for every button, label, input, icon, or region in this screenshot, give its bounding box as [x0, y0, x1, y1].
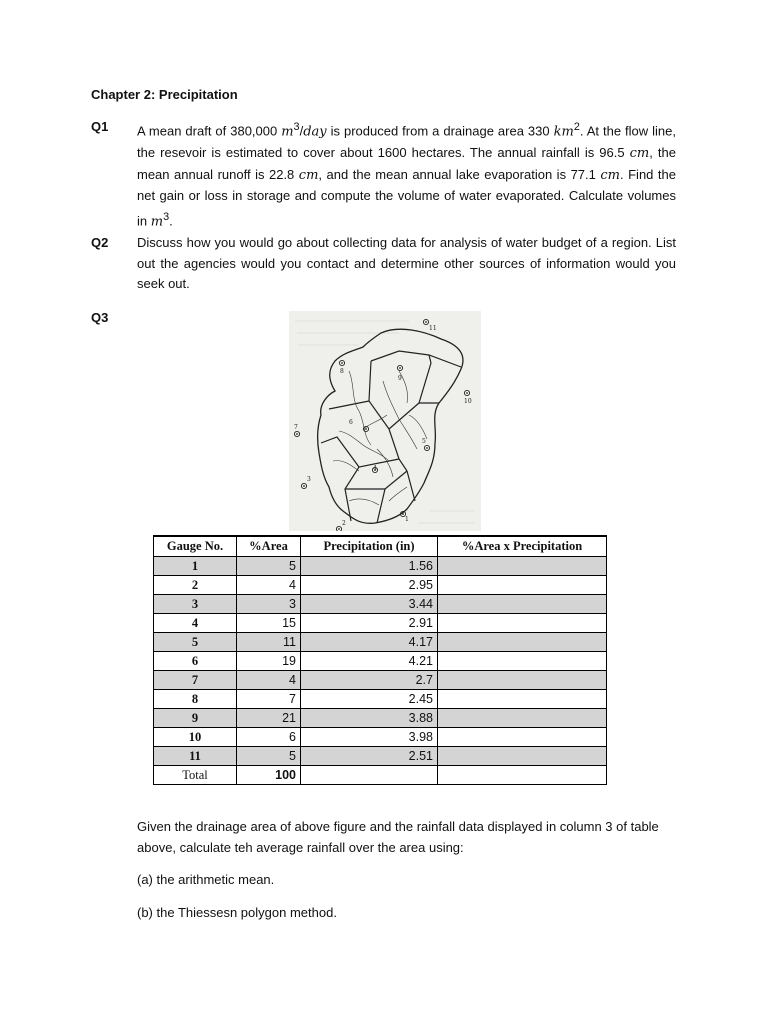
gauge-label-8: 8 — [340, 368, 344, 375]
header-area: %Area — [237, 536, 301, 557]
cell-area: 19 — [237, 652, 301, 671]
cell-area: 7 — [237, 690, 301, 709]
drainage-area-map — [289, 311, 481, 531]
cell-gauge-no: 7 — [154, 671, 237, 690]
cell-area-x-precipitation — [438, 747, 607, 766]
table-row — [154, 557, 607, 576]
q1-text: A mean draft of 380,000 $m^3$/day is produced from a drainage area 330 $km^2$. At the flow line, the resevoir is estimated to cover about 1600 hectares. The annual rainfall is 96.5 cm, the mean annual runoff is 22.8 cm, and the mean annual lake evaporation is 77.1 cm. Find the net gain or loss in storage and compute the volume of water evaporated. Calculate volumes in $m^3$. — [137, 121, 676, 230]
cell-precipitation: 4.17 — [301, 633, 438, 652]
thiessen-polygon-figure — [289, 311, 481, 531]
total-label: Total — [154, 766, 237, 785]
table-row — [154, 576, 607, 595]
gauge-label-10: 10 — [464, 398, 472, 405]
cell-precipitation: 2.95 — [301, 576, 438, 595]
cell-gauge-no: 11 — [154, 747, 237, 766]
cell-precipitation: 2.45 — [301, 690, 438, 709]
gauge-label-1: 1 — [405, 516, 409, 523]
total-area-x-precipitation — [438, 766, 607, 785]
cell-area: 4 — [237, 671, 301, 690]
cell-precipitation: 3.44 — [301, 595, 438, 614]
gauge-label-3: 3 — [307, 476, 311, 483]
cell-gauge-no: 5 — [154, 633, 237, 652]
cell-area: 4 — [237, 576, 301, 595]
table-row — [154, 747, 607, 766]
cell-gauge-no: 1 — [154, 557, 237, 576]
cell-gauge-no: 3 — [154, 595, 237, 614]
table-row — [154, 652, 607, 671]
part-a-text: (a) the arithmetic mean. — [137, 872, 275, 887]
cell-gauge-no: 2 — [154, 576, 237, 595]
table-row — [154, 709, 607, 728]
instructions-text: Given the drainage area of above figure and the rainfall data displayed in column 3 of table above, calculate teh average rainfall over the area using: — [137, 819, 659, 855]
cell-gauge-no: 9 — [154, 709, 237, 728]
header-gauge-no: Gauge No. — [154, 536, 237, 557]
table-row — [154, 690, 607, 709]
table-body — [154, 557, 607, 785]
gauge-label-11: 11 — [429, 325, 437, 332]
table-row — [154, 595, 607, 614]
q2-text: Discuss how you would go about collecting data for analysis of water budget of a region. List out the agencies would you contact and determine other sources of information would you seek out. — [137, 235, 676, 292]
cell-area-x-precipitation — [438, 633, 607, 652]
gauge-label-2: 2 — [342, 520, 346, 527]
gauge-label-5: 5 — [422, 438, 426, 445]
total-precipitation — [301, 766, 438, 785]
gauge-label-6: 6 — [349, 419, 353, 426]
gauge-label-4: 4 — [373, 465, 377, 472]
cell-area: 21 — [237, 709, 301, 728]
table-row — [154, 671, 607, 690]
cell-area: 6 — [237, 728, 301, 747]
cell-precipitation: 4.21 — [301, 652, 438, 671]
cell-gauge-no: 4 — [154, 614, 237, 633]
cell-area-x-precipitation — [438, 671, 607, 690]
chapter-title: Chapter 2: Precipitation — [91, 87, 238, 102]
table-row — [154, 614, 607, 633]
cell-area: 15 — [237, 614, 301, 633]
total-area: 100 — [237, 766, 301, 785]
cell-area: 5 — [237, 747, 301, 766]
q1-label: Q1 — [91, 119, 109, 134]
q3-label: Q3 — [91, 310, 109, 325]
table-total-row — [154, 766, 607, 785]
cell-area-x-precipitation — [438, 709, 607, 728]
table-row — [154, 633, 607, 652]
gauge-label-7: 7 — [294, 424, 298, 431]
cell-area-x-precipitation — [438, 595, 607, 614]
cell-area-x-precipitation — [438, 728, 607, 747]
gauge-label-9: 9 — [398, 375, 402, 382]
cell-precipitation: 2.51 — [301, 747, 438, 766]
table-header-row — [154, 536, 607, 557]
cell-gauge-no: 8 — [154, 690, 237, 709]
cell-area: 5 — [237, 557, 301, 576]
header-area-x-precipitation: %Area x Precipitation — [438, 536, 607, 557]
precipitation-table — [153, 535, 607, 785]
cell-gauge-no: 6 — [154, 652, 237, 671]
cell-area: 11 — [237, 633, 301, 652]
table-row — [154, 728, 607, 747]
cell-precipitation: 3.88 — [301, 709, 438, 728]
cell-precipitation: 2.7 — [301, 671, 438, 690]
cell-area: 3 — [237, 595, 301, 614]
part-b-text: (b) the Thiessesn polygon method. — [137, 905, 337, 920]
cell-area-x-precipitation — [438, 576, 607, 595]
q2-label: Q2 — [91, 235, 109, 250]
cell-area-x-precipitation — [438, 652, 607, 671]
header-precipitation: Precipitation (in) — [301, 536, 438, 557]
cell-precipitation: 3.98 — [301, 728, 438, 747]
cell-precipitation: 1.56 — [301, 557, 438, 576]
cell-precipitation: 2.91 — [301, 614, 438, 633]
cell-area-x-precipitation — [438, 690, 607, 709]
cell-area-x-precipitation — [438, 557, 607, 576]
cell-gauge-no: 10 — [154, 728, 237, 747]
cell-area-x-precipitation — [438, 614, 607, 633]
